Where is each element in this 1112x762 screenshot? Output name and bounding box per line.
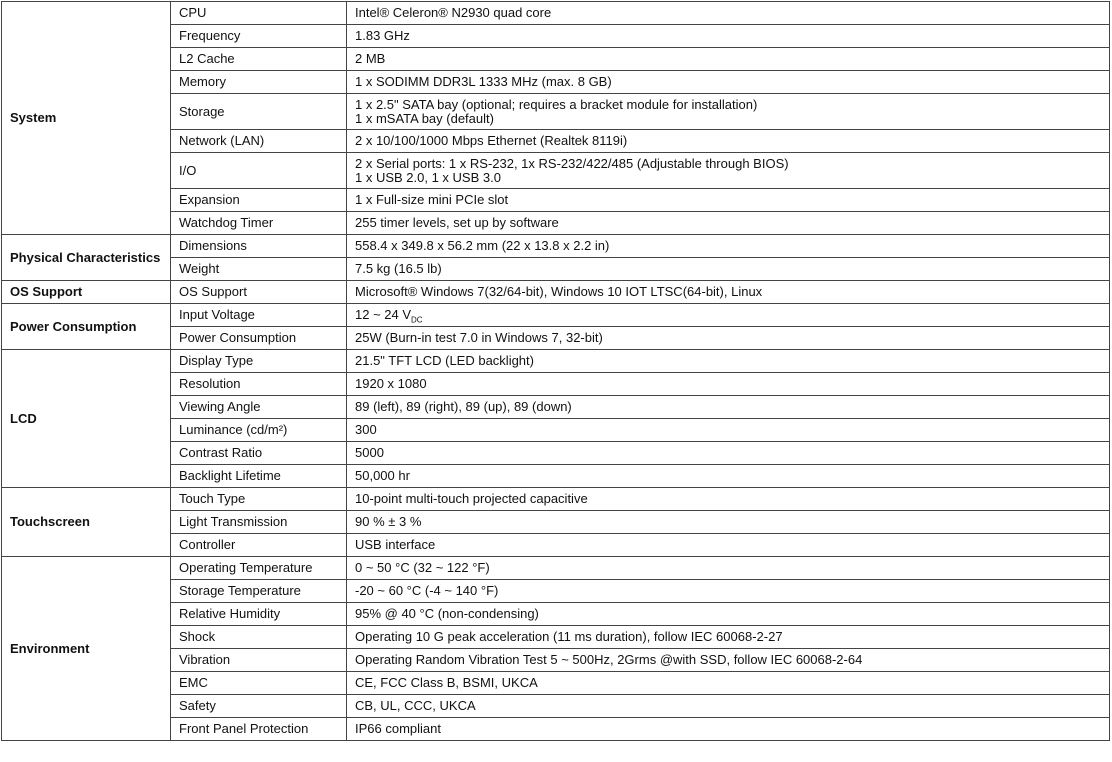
spec-value-line: 1 x 2.5" SATA bay (optional; requires a bracket module for installation) <box>355 96 758 112</box>
spec-value-line: 300 <box>355 422 377 437</box>
spec-value-cell <box>347 603 1110 626</box>
spec-item-label: Display Type <box>171 350 347 373</box>
spec-value-line: 5000 <box>355 445 384 460</box>
spec-item-label: Weight <box>171 258 347 281</box>
category-label: Power Consumption <box>2 304 171 350</box>
spec-value-cell <box>347 304 1110 327</box>
spec-item-label: Safety <box>171 695 347 718</box>
category-label: System <box>2 2 171 235</box>
spec-value-cell <box>347 350 1110 373</box>
spec-item-label: Resolution <box>171 373 347 396</box>
category-label: OS Support <box>2 281 171 304</box>
spec-value-cell <box>347 94 1110 130</box>
spec-value-line: 50,000 hr <box>355 468 410 483</box>
spec-value-cell <box>347 626 1110 649</box>
spec-value-line: USB interface <box>355 537 436 552</box>
spec-value-cell <box>347 25 1110 48</box>
spec-value-cell <box>347 396 1110 419</box>
spec-value-cell <box>347 71 1110 94</box>
spec-item-label: Front Panel Protection <box>171 718 347 741</box>
spec-value-line: 2 x Serial ports: 1 x RS-232, 1x RS-232/422/485 (Adjustable through BIOS) <box>355 155 789 171</box>
spec-item-label: Watchdog Timer <box>171 212 347 235</box>
spec-value-line: 0 ~ 50 °C (32 ~ 122 °F) <box>355 560 490 575</box>
spec-item-label: Memory <box>171 71 347 94</box>
spec-item-label: L2 Cache <box>171 48 347 71</box>
spec-value-cell <box>347 649 1110 672</box>
spec-item-label: Network (LAN) <box>171 130 347 153</box>
spec-row <box>2 304 1110 327</box>
spec-item-label: I/O <box>171 153 347 189</box>
spec-value-line: CE, FCC Class B, BSMI, UKCA <box>355 675 538 690</box>
spec-value-line: 89 (left), 89 (right), 89 (up), 89 (down) <box>355 399 572 414</box>
spec-row <box>2 350 1110 373</box>
spec-value-cell <box>347 511 1110 534</box>
spec-row <box>2 281 1110 304</box>
spec-row <box>2 557 1110 580</box>
spec-row <box>2 2 1110 25</box>
spec-value-cell <box>347 442 1110 465</box>
spec-value-line: Intel® Celeron® N2930 quad core <box>355 5 552 20</box>
category-label: Touchscreen <box>2 488 171 557</box>
spec-value-line: 2 MB <box>355 51 386 66</box>
spec-value-cell <box>347 189 1110 212</box>
spec-item-label: Dimensions <box>171 235 347 258</box>
spec-value-cell <box>347 534 1110 557</box>
spec-item-label: Expansion <box>171 189 347 212</box>
spec-item-label: Relative Humidity <box>171 603 347 626</box>
spec-item-label: CPU <box>171 2 347 25</box>
spec-item-label: Light Transmission <box>171 511 347 534</box>
spec-value-line: 25W (Burn-in test 7.0 in Windows 7, 32-bit) <box>355 330 603 345</box>
spec-value-cell <box>347 130 1110 153</box>
spec-value-cell <box>347 48 1110 71</box>
spec-value-line: 255 timer levels, set up by software <box>355 215 559 230</box>
spec-item-label: Backlight Lifetime <box>171 465 347 488</box>
spec-item-label: Touch Type <box>171 488 347 511</box>
spec-value-cell <box>347 580 1110 603</box>
spec-value-cell <box>347 235 1110 258</box>
spec-value-cell <box>347 672 1110 695</box>
spec-value-cell <box>347 153 1110 189</box>
spec-item-label: Shock <box>171 626 347 649</box>
spec-value-cell <box>347 2 1110 25</box>
spec-value-cell <box>347 327 1110 350</box>
spec-value-line: 1920 x 1080 <box>355 376 427 391</box>
spec-value-line: 1 x SODIMM DDR3L 1333 MHz (max. 8 GB) <box>355 74 612 89</box>
spec-value-line: 1 x Full-size mini PCIe slot <box>355 192 509 207</box>
spec-item-label: OS Support <box>171 281 347 304</box>
spec-item-label: EMC <box>171 672 347 695</box>
spec-value-cell <box>347 465 1110 488</box>
spec-value-cell <box>347 695 1110 718</box>
spec-value-cell <box>347 488 1110 511</box>
spec-value-line: 12 ~ 24 $V_{DC}$ <box>355 307 423 325</box>
category-label: LCD <box>2 350 171 488</box>
spec-item-label: Contrast Ratio <box>171 442 347 465</box>
spec-value-line: IP66 compliant <box>355 721 441 736</box>
spec-table-body <box>2 2 1110 741</box>
spec-item-label: Luminance (cd/m²) <box>171 419 347 442</box>
spec-value-line: CB, UL, CCC, UKCA <box>355 698 476 713</box>
spec-value-cell <box>347 557 1110 580</box>
spec-value-line: 558.4 x 349.8 x 56.2 mm (22 x 13.8 x 2.2 in) <box>355 238 610 253</box>
spec-value-line: -20 ~ 60 °C (-4 ~ 140 °F) <box>355 583 499 598</box>
spec-row <box>2 488 1110 511</box>
category-label: Physical Characteristics <box>2 235 171 281</box>
spec-value-cell <box>347 718 1110 741</box>
spec-value-line: 7.5 kg (16.5 lb) <box>355 261 442 276</box>
spec-item-label: Storage Temperature <box>171 580 347 603</box>
spec-value-line: 1 x USB 2.0, 1 x USB 3.0 <box>355 169 501 185</box>
spec-value-cell <box>347 281 1110 304</box>
spec-value-line: 1.83 GHz <box>355 28 410 43</box>
spec-value-line: 1 x mSATA bay (default) <box>355 110 494 126</box>
spec-row <box>2 235 1110 258</box>
spec-value-line: 21.5" TFT LCD (LED backlight) <box>355 353 534 368</box>
spec-value-line: 95% @ 40 °C (non-condensing) <box>355 606 539 621</box>
spec-item-label: Controller <box>171 534 347 557</box>
spec-value-cell <box>347 373 1110 396</box>
spec-item-label: Vibration <box>171 649 347 672</box>
spec-item-label: Operating Temperature <box>171 557 347 580</box>
spec-value-line: 90 % ± 3 % <box>355 514 422 529</box>
spec-value-line: Operating 10 G peak acceleration (11 ms duration), follow IEC 60068-2-27 <box>355 629 783 644</box>
spec-table <box>1 1 1110 741</box>
spec-value-line: 10-point multi-touch projected capacitive <box>355 491 588 506</box>
spec-value-cell <box>347 212 1110 235</box>
spec-value-line: 2 x 10/100/1000 Mbps Ethernet (Realtek 8119i) <box>355 133 628 148</box>
spec-value-cell <box>347 419 1110 442</box>
spec-item-label: Power Consumption <box>171 327 347 350</box>
spec-item-label: Frequency <box>171 25 347 48</box>
spec-value-line: Microsoft® Windows 7(32/64-bit), Windows 10 IOT LTSC(64-bit), Linux <box>355 284 763 299</box>
spec-value-cell <box>347 258 1110 281</box>
spec-value-line: Operating Random Vibration Test 5 ~ 500Hz, 2Grms @with SSD, follow IEC 60068-2-64 <box>355 652 863 667</box>
spec-item-label: Storage <box>171 94 347 130</box>
category-label: Environment <box>2 557 171 741</box>
spec-item-label: Viewing Angle <box>171 396 347 419</box>
spec-item-label: Input Voltage <box>171 304 347 327</box>
